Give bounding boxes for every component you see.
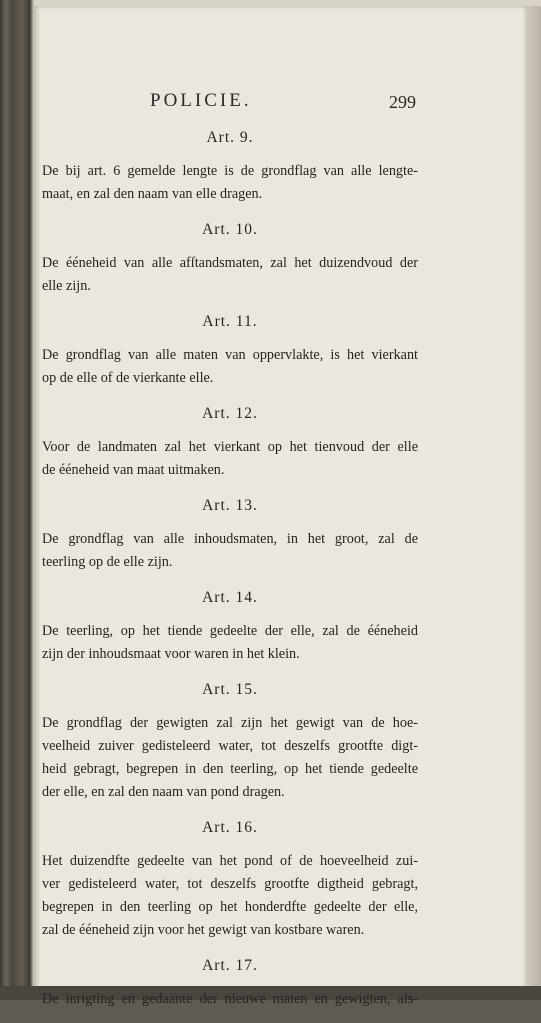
text-line: heid gebragt, begrepen in den teerling, op het tiende gedeelte — [42, 761, 418, 777]
text-line: elle zijn. — [42, 278, 91, 294]
article-16 — [42, 816, 418, 942]
text-line: de ééneheid van maat uitmaken. — [42, 462, 225, 478]
article-heading: Art. 14. — [202, 589, 258, 606]
text-line: zal de ééneheid zijn voor het gewigt van kostbare waren. — [42, 922, 365, 938]
text-line: De teerling, op het tiende gedeelte der elle, zal de ééneheid — [42, 623, 418, 639]
article-heading: Art. 17. — [202, 957, 258, 974]
page-number: 299 — [389, 92, 416, 112]
article-text — [42, 850, 418, 942]
article-text — [42, 344, 418, 390]
article-17 — [42, 954, 418, 1011]
text-line: De grondflag van alle inhoudsmaten, in het groot, zal de — [42, 531, 418, 547]
text-line: zijn der inhoudsmaat voor waren in het klein. — [42, 646, 300, 662]
text-line: De ééneheid van alle afſtandsmaten, zal het duizendvoud der — [42, 255, 418, 271]
page-edge — [527, 6, 541, 996]
article-14 — [42, 586, 418, 666]
text-line: De grondflag der gewigten zal zijn het gewigt van de hoe- — [42, 715, 418, 731]
article-heading: Art. 9. — [206, 129, 254, 146]
article-heading: Art. 10. — [202, 221, 258, 238]
article-text — [42, 712, 418, 804]
text-line: teerling op de elle zijn. — [42, 554, 173, 570]
text-line: Voor de landmaten zal het vierkant op het tienvoud der elle — [42, 439, 418, 455]
text-line: De inrigting en gedaante der nieuwe maten en gewigten, als- — [42, 991, 418, 1007]
article-heading: Art. 16. — [202, 819, 258, 836]
article-10 — [42, 218, 418, 298]
article-text — [42, 252, 418, 298]
text-line: De grondflag van alle maten van oppervlakte, is het vierkant — [42, 347, 418, 363]
article-text — [42, 620, 418, 666]
article-11 — [42, 310, 418, 390]
article-text — [42, 528, 418, 574]
article-heading: Art. 11. — [202, 313, 258, 330]
text-line: Het duizendfte gedeelte van het pond of de hoeveelheid zui- — [42, 853, 418, 869]
article-15 — [42, 678, 418, 804]
article-heading: Art. 15. — [202, 681, 258, 698]
text-line: ver gedisteleerd water, tot deszelfs grootfte digtheid gebragt, — [42, 876, 418, 892]
page-body — [42, 126, 418, 1023]
text-line: veelheid zuiver gedisteleerd water, tot deszelfs grootfte digt- — [42, 738, 418, 754]
article-text — [42, 160, 418, 206]
text-line: De bij art. 6 gemelde lengte is de grondflag van alle lengte- — [42, 163, 418, 179]
article-heading: Art. 12. — [202, 405, 258, 422]
text-line: op de elle of de vierkante elle. — [42, 370, 214, 386]
running-head: POLICIE. — [150, 90, 252, 111]
text-line: der elle, en zal den naam van pond dragen. — [42, 784, 285, 800]
article-12 — [42, 402, 418, 482]
article-heading: Art. 13. — [202, 497, 258, 514]
article-13 — [42, 494, 418, 574]
text-line: maat, en zal den naam van elle dragen. — [42, 186, 263, 202]
text-line: begrepen in den teerling op het honderdfte gedeelte der elle, — [42, 899, 418, 915]
article-text — [42, 436, 418, 482]
article-9 — [42, 126, 418, 206]
